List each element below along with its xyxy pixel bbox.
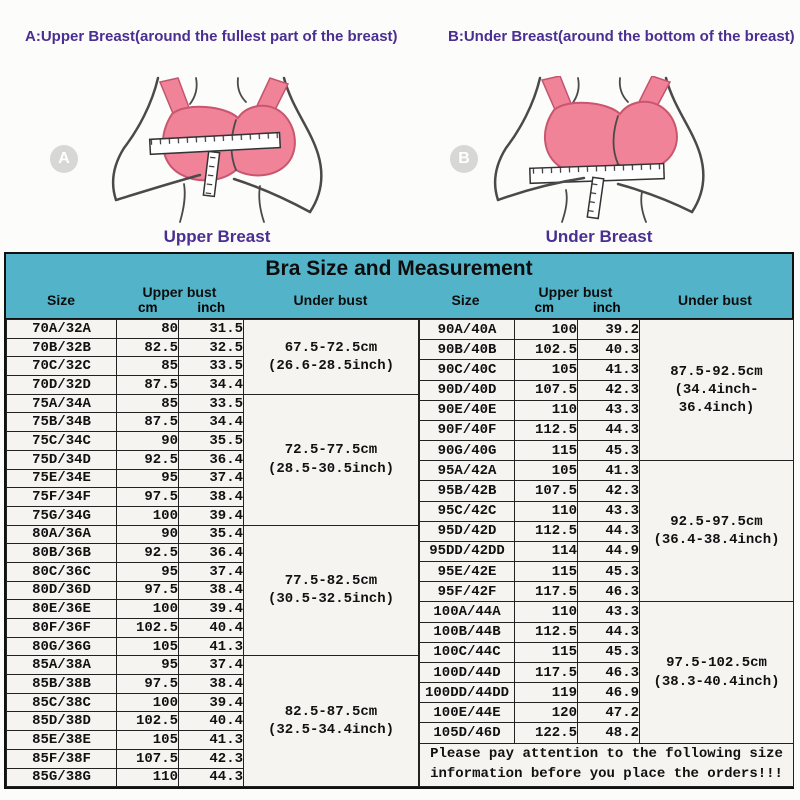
upper-bust-cm-cell: 110 [515,501,578,521]
upper-bust-cm-cell: 95 [117,562,179,581]
column-header-size: Size [451,291,480,308]
upper-breast-caption: Upper Breast [163,227,271,246]
table-row [7,320,419,339]
upper-bust-cm-cell: 100 [515,320,578,340]
upper-bust-inch-cell: 32.5 [179,338,244,357]
upper-bust-inch-cell: 42.3 [578,481,640,501]
size-cell: 100B/44B [420,622,515,642]
upper-bust-inch-cell: 39.4 [179,506,244,525]
upper-breast-instruction-title: A:Upper Breast(around the fullest part of the breast) [25,28,398,45]
upper-bust-inch-cell: 42.3 [578,380,640,400]
size-cell: 75D/34D [7,450,117,469]
upper-bust-inch-cell: 44.9 [578,541,640,561]
table-row [7,394,419,413]
upper-bust-cm-cell: 105 [117,637,179,656]
upper-bust-cm-cell: 97.5 [117,488,179,507]
upper-bust-inch-cell: 34.4 [179,376,244,395]
upper-bust-cm-cell: 105 [117,731,179,750]
size-warning-text: Please pay attention to the following size information before you place the orders!!! [420,743,794,786]
upper-bust-cm-cell: 87.5 [117,413,179,432]
under-breast-measurement-illustration [470,76,728,224]
upper-bust-inch-cell: 44.3 [578,521,640,541]
size-cell: 75E/34E [7,469,117,488]
upper-bust-inch-cell: 41.3 [578,360,640,380]
upper-bust-cm-cell: 112.5 [515,521,578,541]
under-bust-range-cell: 87.5-92.5cm (34.4inch-36.4inch) [640,320,794,461]
measuring-tape-end [587,177,603,218]
size-cell: 70D/32D [7,376,117,395]
badge-a: A [50,145,78,173]
upper-bust-cm-cell: 105 [515,461,578,481]
upper-bust-cm-cell: 90 [117,432,179,451]
upper-bust-cm-cell: 92.5 [117,544,179,563]
size-cell: 85E/38E [7,731,117,750]
size-cell: 95DD/42DD [420,541,515,561]
upper-bust-cm-cell: 115 [515,642,578,662]
size-cell: 85G/38G [7,768,117,787]
warning-row [420,743,794,786]
size-cell: 100C/44C [420,642,515,662]
upper-bust-cm-cell: 117.5 [515,582,578,602]
upper-bust-cm-cell: 102.5 [117,712,179,731]
size-cell: 80D/36D [7,581,117,600]
upper-bust-cm-cell: 97.5 [117,581,179,600]
size-cell: 75G/34G [7,506,117,525]
size-cell: 90E/40E [420,400,515,420]
upper-bust-inch-cell: 33.5 [179,394,244,413]
size-cell: 100E/44E [420,703,515,723]
upper-bust-cm-cell: 95 [117,469,179,488]
upper-bust-inch-cell: 45.3 [578,562,640,582]
upper-bust-cm-cell: 112.5 [515,420,578,440]
upper-bust-cm-cell: 100 [117,506,179,525]
under-breast-instruction-title: B:Under Breast(around the bottom of the breast) [448,28,795,45]
upper-bust-inch-cell: 43.3 [578,501,640,521]
size-cell: 90D/40D [420,380,515,400]
under-breast-caption: Under Breast [545,227,653,246]
upper-bust-inch-cell: 38.4 [179,488,244,507]
size-cell: 75B/34B [7,413,117,432]
upper-bust-cm-cell: 92.5 [117,450,179,469]
upper-bust-cm-cell: 100 [117,693,179,712]
column-header-upper-bust: Upper bust [142,284,217,300]
table-title: Bra Size and Measurement [265,257,533,280]
upper-bust-inch-cell: 35.5 [179,432,244,451]
upper-bust-inch-cell: 46.3 [578,662,640,682]
under-bust-range-cell: 92.5-97.5cm (36.4-38.4inch) [640,461,794,602]
size-cell: 70C/32C [7,357,117,376]
size-cell: 90C/40C [420,360,515,380]
upper-bust-inch-cell: 40.4 [179,619,244,638]
upper-bust-inch-cell: 39.2 [578,320,640,340]
upper-bust-cm-cell: 105 [515,360,578,380]
upper-bust-inch-cell: 45.3 [578,441,640,461]
upper-bust-cm-cell: 107.5 [515,380,578,400]
upper-bust-inch-cell: 45.3 [578,642,640,662]
size-cell: 90B/40B [420,340,515,360]
size-cell: 95D/42D [420,521,515,541]
upper-bust-inch-cell: 43.3 [578,602,640,622]
under-bust-range-cell: 67.5-72.5cm (26.6-28.5inch) [244,320,419,395]
size-cell: 85A/38A [7,656,117,675]
upper-bust-inch-cell: 38.4 [179,581,244,600]
size-cell: 90F/40F [420,420,515,440]
upper-bust-cm-cell: 120 [515,703,578,723]
column-header-cm: cm [137,300,158,315]
table-row [420,461,794,481]
upper-bust-inch-cell: 47.2 [578,703,640,723]
size-cell: 75A/34A [7,394,117,413]
upper-bust-cm-cell: 110 [117,768,179,787]
upper-bust-inch-cell: 34.4 [179,413,244,432]
size-cell: 95C/42C [420,501,515,521]
upper-bust-inch-cell: 36.4 [179,450,244,469]
column-header-under-bust: Under bust [678,291,752,308]
upper-bust-cm-cell: 95 [117,656,179,675]
size-cell: 105D/46D [420,723,515,743]
upper-bust-inch-cell: 41.3 [179,637,244,656]
upper-bust-inch-cell: 44.3 [578,420,640,440]
upper-bust-cm-cell: 100 [117,600,179,619]
size-cell: 85F/38F [7,749,117,768]
upper-bust-inch-cell: 36.4 [179,544,244,563]
upper-bust-inch-cell: 37.4 [179,562,244,581]
size-cell: 85D/38D [7,712,117,731]
size-cell: 80E/36E [7,600,117,619]
under-bust-range-cell: 82.5-87.5cm (32.5-34.4inch) [244,656,419,787]
upper-bust-cm-cell: 102.5 [515,340,578,360]
size-cell: 85C/38C [7,693,117,712]
upper-bust-cm-cell: 122.5 [515,723,578,743]
upper-bust-cm-cell: 117.5 [515,662,578,682]
size-cell: 80F/36F [7,619,117,638]
upper-bust-cm-cell: 114 [515,541,578,561]
size-cell: 95E/42E [420,562,515,582]
column-header-upper-bust: Upper bust [538,284,613,300]
upper-bust-inch-cell: 46.9 [578,683,640,703]
upper-bust-inch-cell: 46.3 [578,582,640,602]
size-table-left [6,319,419,787]
upper-bust-inch-cell: 48.2 [578,723,640,743]
size-cell: 85B/38B [7,675,117,694]
under-bust-range-cell: 72.5-77.5cm (28.5-30.5inch) [244,394,419,525]
table-row [7,525,419,544]
upper-bust-cm-cell: 107.5 [515,481,578,501]
under-bust-range-cell: 97.5-102.5cm (38.3-40.4inch) [640,602,794,743]
upper-bust-inch-cell: 42.3 [179,749,244,768]
upper-bust-cm-cell: 115 [515,441,578,461]
size-cell: 95A/42A [420,461,515,481]
upper-bust-cm-cell: 107.5 [117,749,179,768]
table-row [7,656,419,675]
upper-bust-inch-cell: 40.3 [578,340,640,360]
column-header-under-bust: Under bust [293,291,368,308]
upper-bust-cm-cell: 110 [515,602,578,622]
table-row [420,320,794,340]
upper-bust-inch-cell: 33.5 [179,357,244,376]
table-header [6,254,792,318]
size-cell: 80G/36G [7,637,117,656]
under-bust-range-cell: 77.5-82.5cm (30.5-32.5inch) [244,525,419,656]
column-header-inch: inch [592,300,621,315]
upper-bust-inch-cell: 35.4 [179,525,244,544]
size-cell: 70B/32B [7,338,117,357]
size-cell: 75C/34C [7,432,117,451]
size-cell: 70A/32A [7,320,117,339]
upper-bust-inch-cell: 44.3 [179,768,244,787]
size-cell: 80B/36B [7,544,117,563]
size-cell: 75F/34F [7,488,117,507]
upper-bust-cm-cell: 115 [515,562,578,582]
size-cell: 100D/44D [420,662,515,682]
upper-bust-inch-cell: 43.3 [578,400,640,420]
upper-bust-cm-cell: 119 [515,683,578,703]
upper-bust-inch-cell: 41.3 [578,461,640,481]
size-cell: 100A/44A [420,602,515,622]
upper-bust-inch-cell: 40.4 [179,712,244,731]
column-header-cm: cm [534,300,554,315]
size-table-right [419,319,794,787]
upper-bust-cm-cell: 102.5 [117,619,179,638]
upper-bust-cm-cell: 90 [117,525,179,544]
upper-bust-cm-cell: 80 [117,320,179,339]
upper-bust-inch-cell: 38.4 [179,675,244,694]
upper-bust-cm-cell: 112.5 [515,622,578,642]
upper-bust-cm-cell: 85 [117,394,179,413]
upper-bust-cm-cell: 87.5 [117,376,179,395]
upper-bust-cm-cell: 97.5 [117,675,179,694]
size-cell: 100DD/44DD [420,683,515,703]
bra-size-table [4,252,794,789]
upper-bust-cm-cell: 85 [117,357,179,376]
table-row [420,602,794,622]
upper-bust-cm-cell: 110 [515,400,578,420]
upper-bust-cm-cell: 82.5 [117,338,179,357]
column-header-inch: inch [197,300,226,315]
upper-bust-inch-cell: 37.4 [179,656,244,675]
size-cell: 95F/42F [420,582,515,602]
upper-bust-inch-cell: 37.4 [179,469,244,488]
upper-breast-measurement-illustration [88,76,346,224]
size-cell: 80A/36A [7,525,117,544]
upper-bust-inch-cell: 44.3 [578,622,640,642]
upper-bust-inch-cell: 31.5 [179,320,244,339]
size-cell: 95B/42B [420,481,515,501]
upper-bust-inch-cell: 39.4 [179,600,244,619]
column-header-size: Size [46,291,75,308]
size-cell: 90A/40A [420,320,515,340]
size-cell: 80C/36C [7,562,117,581]
upper-bust-inch-cell: 41.3 [179,731,244,750]
size-cell: 90G/40G [420,441,515,461]
upper-bust-inch-cell: 39.4 [179,693,244,712]
badge-b: B [450,145,478,173]
